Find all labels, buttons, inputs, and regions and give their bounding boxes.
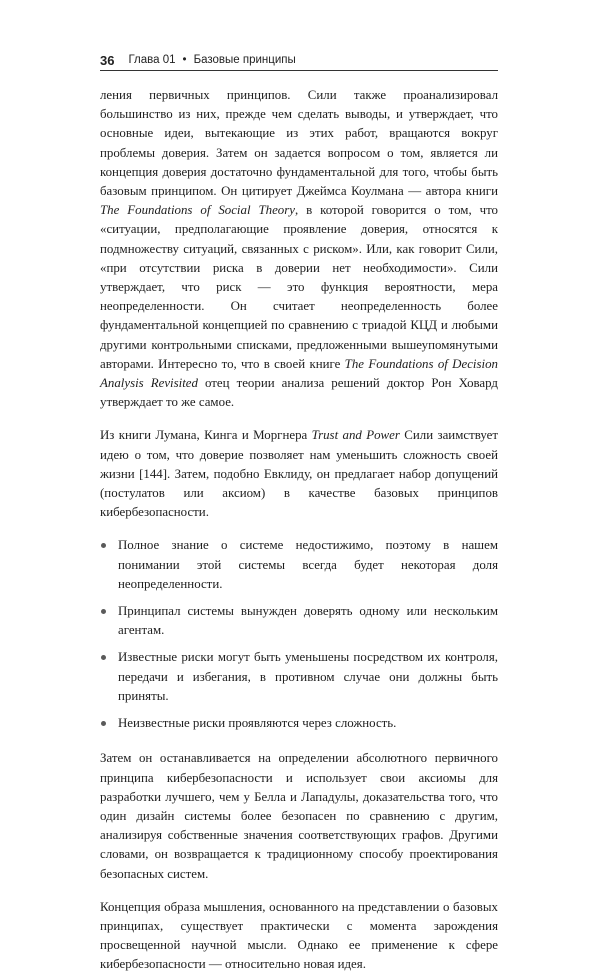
list-item xyxy=(100,648,498,706)
bullet-icon xyxy=(101,543,106,548)
section-title: Базовые принципы xyxy=(193,54,296,66)
bullet-icon xyxy=(101,655,106,660)
bullet-icon xyxy=(101,609,106,614)
paragraph-2 xyxy=(100,426,498,522)
axioms-list xyxy=(100,536,498,733)
header-rule xyxy=(100,70,498,71)
paragraph-1 xyxy=(100,86,498,412)
bullet-icon xyxy=(101,721,106,726)
list-item-text: Неизвестные риски проявляются через сложность. xyxy=(118,716,397,731)
page-body xyxy=(100,86,498,975)
book-title-social-theory: The Foundations of Social Theory xyxy=(100,203,295,218)
list-item-text: Полное знание о системе недостижимо, поэтому в нашем понимании этой системы всегда будет некоторая доля неопределенности. xyxy=(118,538,498,591)
list-item xyxy=(100,602,498,640)
header-separator: • xyxy=(182,54,187,66)
list-item xyxy=(100,714,498,733)
paragraph-1-text-c: отец теории анализа решений доктор Рон Ховард утверждает то же самое. xyxy=(100,376,498,410)
paragraph-4: Концепция образа мышления, основанного на представлении о базовых принципах, существует практически с момента зарождения просвещенной научной мысли. Однако ее применение к сфере кибербезопасности — относительно новая идея. xyxy=(100,899,498,972)
paragraph-1-text-b: , в которой говорится о том, что «ситуации, предполагающие проявление доверия, относятся к подмножеству ситуаций, связанных с риском». Или, как говорит Сили, «при отсутствии риска в доверии нет необходимости». Сили утверждает, что риск — это функция вероятности, мера неопределенности. Он считает неопределенность более фундаментальной концепцией по сравнению с триадой КЦД и любыми другими контрольными списками, предложенными вышеупомянутыми авторами. Интересно то, что в своей книге xyxy=(100,203,498,371)
paragraph-2-text-b: Сили заимствует идею о том, что доверие позволяет нам уменьшить сложность своей жизни [144]. Затем, подобно Евклиду, он предлагает набор допущений (постулатов или аксиом) в качестве базовых принципов кибербезопасности. xyxy=(100,428,498,520)
book-title-decision-analysis: The Foundations of Decision Analysis Revisited xyxy=(100,356,498,391)
list-item-text: Принципал системы вынужден доверять одному или нескольким агентам. xyxy=(118,604,498,638)
chapter-label: Глава 01 xyxy=(128,54,176,66)
page-number: 36 xyxy=(100,52,115,68)
paragraph-3: Затем он останавливается на определении абсолютного первичного принципа кибербезопасности и использует свои аксиомы для разработки лучшего, чем у Белла и Лападулы, доказательства того, что один дизайн системы более безопасен по сравнению с другим, анализируя собственные значения соответствующих графов. Другими словами, он возвращается к традиционному способу проектирования безопасных систем. xyxy=(100,751,498,881)
list-item-text: Известные риски могут быть уменьшены посредством их контроля, передачи и избегания, в противном случае они должны быть приняты. xyxy=(118,650,498,703)
book-title-trust-and-power: Trust and Power xyxy=(311,428,400,443)
running-header xyxy=(100,52,498,68)
list-item xyxy=(100,536,498,594)
paragraph-2-text-a: Из книги Лумана, Кинга и Моргнера xyxy=(100,428,312,443)
paragraph-1-text-a: ления первичных принципов. Сили также проанализировал большинство из них, прежде чем сделать выводы, и утверждает, что основные идеи, вытекающие из этих работ, вращаются вокруг проблемы доверия. Затем он задается вопросом о том, является ли концепция доверия достаточно фундаментальной для того, чтобы быть базовым принципом. Он цитирует Джеймса Коулмана — автора книги xyxy=(100,88,498,199)
